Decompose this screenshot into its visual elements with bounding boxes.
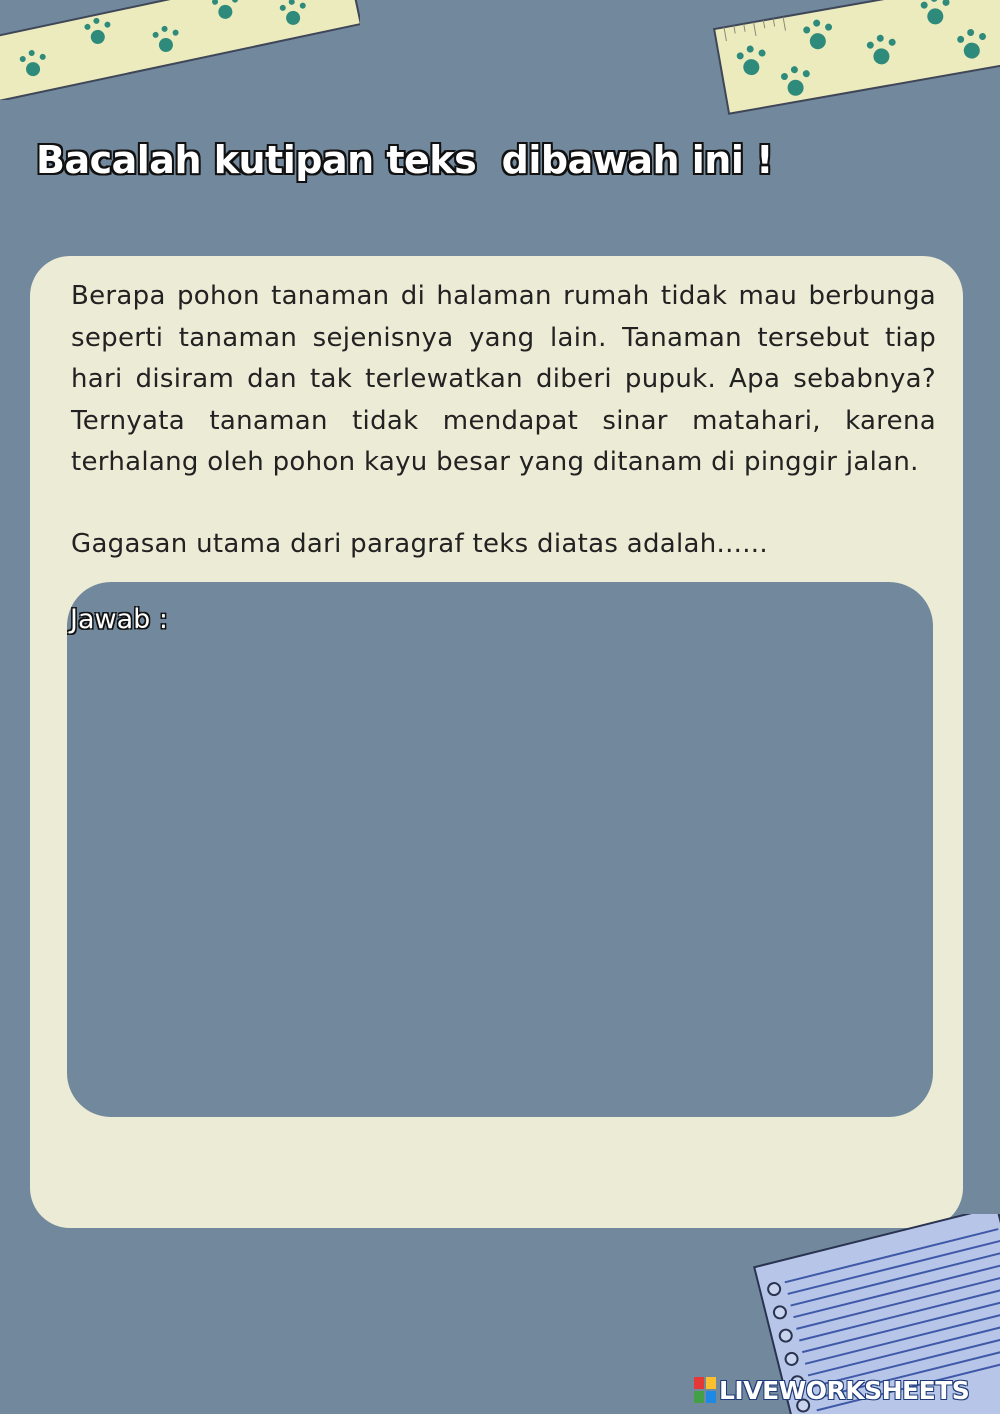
liveworksheets-logo-icon bbox=[694, 1377, 716, 1403]
answer-label: Jawab : bbox=[70, 604, 168, 635]
question-text: Gagasan utama dari paragraf teks diatas adalah...... bbox=[71, 529, 768, 559]
answer-box[interactable] bbox=[67, 582, 933, 1117]
reading-passage bbox=[71, 276, 936, 484]
washi-tape-left-icon bbox=[0, 0, 360, 100]
liveworksheets-brand bbox=[694, 1374, 969, 1406]
page-title: Bacalah kutipan teks dibawah ini ! bbox=[36, 138, 773, 182]
passage-text: Berapa pohon tanaman di halaman rumah tidak mau berbunga seperti tanaman sejenisnya yang lain. Tanaman tersebut tiap hari disiram dan tak terlewatkan diberi pupuk. Apa sebabnya? Ternyata tanaman tidak mendapat sinar matahari, karena terhalang oleh pohon kayu besar yang ditanam di pinggir jalan. bbox=[71, 281, 936, 477]
brand-text: LIVEWORKSHEETS bbox=[719, 1375, 970, 1405]
washi-tape-right-icon bbox=[710, 0, 1000, 120]
